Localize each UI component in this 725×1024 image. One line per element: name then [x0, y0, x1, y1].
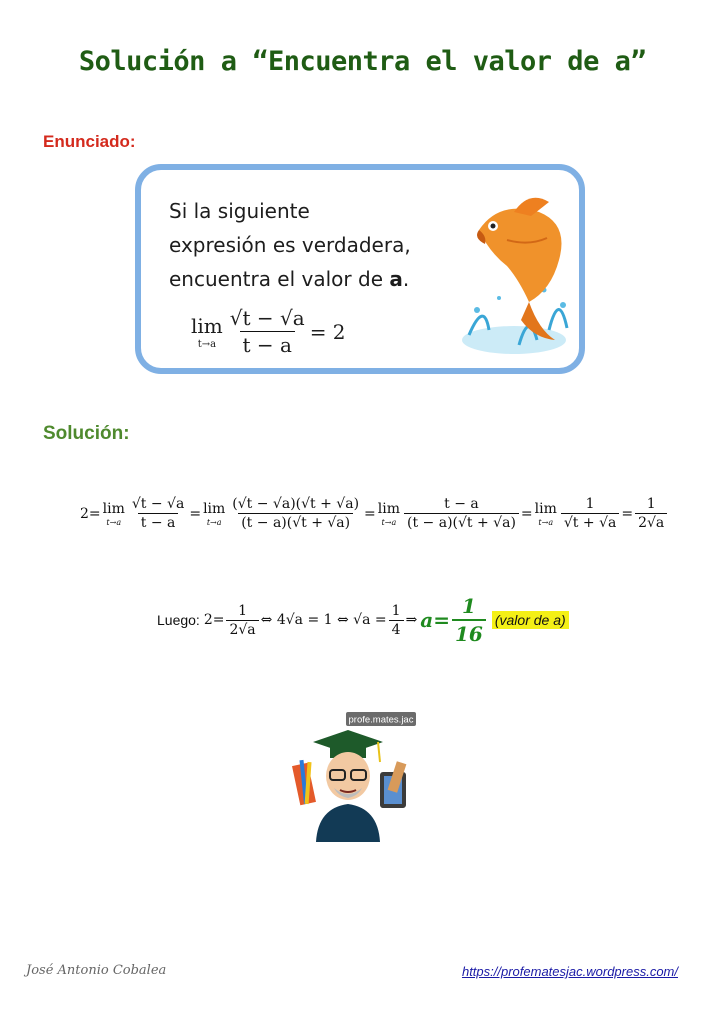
statement-box: [135, 164, 585, 374]
derivation-row: [80, 496, 669, 531]
statement-equals: = 2: [309, 319, 346, 344]
lim-text: lim: [191, 313, 223, 338]
statement-text: [169, 194, 411, 296]
luego-part-2: ⇔ 4√a = 1 ⇔ √a =: [260, 612, 387, 628]
limit-operator-1: [103, 501, 125, 527]
statement-line-3-suffix: .: [402, 267, 410, 291]
jumping-fish-image: [459, 190, 579, 362]
limit-operator-4: [535, 501, 557, 527]
fraction-denominator: t − a: [138, 513, 179, 531]
statement-line-3-prefix: encuentra el valor de: [169, 267, 390, 291]
footer-link[interactable]: https://profematesjac.wordpress.com/: [461, 964, 678, 979]
derivation-fraction-2: [229, 496, 362, 531]
lim-text: lim: [203, 500, 226, 517]
lim-text: lim: [377, 500, 401, 517]
luego-part-1: 2=: [203, 612, 225, 628]
limit-operator-3: [378, 501, 400, 527]
fraction-denominator: 16: [452, 619, 486, 646]
result-lhs: a=: [420, 608, 451, 632]
result-value: [420, 594, 488, 646]
statement-line-2: expresión es verdadera,: [169, 233, 411, 257]
luego-label: Luego:: [157, 612, 200, 628]
equals-sign: =: [364, 505, 376, 522]
limit-operator: [191, 314, 223, 350]
fraction-denominator: (t − a)(√t + √a): [238, 513, 353, 531]
lim-text: lim: [102, 500, 125, 517]
statement-variable: a: [389, 267, 403, 291]
limit-operator-2: [203, 501, 225, 527]
fraction-numerator: 1: [646, 496, 656, 512]
derivation-fraction-1: [129, 496, 187, 531]
fraction-denominator: 4: [389, 620, 404, 638]
lim-subscript: t→a: [538, 517, 554, 527]
fraction-numerator: (√t − √a)(√t + √a): [232, 496, 360, 512]
statement-formula: [189, 306, 346, 357]
luego-row: [157, 594, 569, 646]
derivation-fraction-5: [635, 496, 667, 531]
teacher-avatar-image: [288, 712, 418, 842]
equals-sign: =: [520, 505, 533, 522]
statement-line-3: [169, 262, 411, 296]
fraction-denominator: 2√a: [226, 620, 258, 638]
derivation-fraction-4: [561, 496, 619, 531]
lim-subscript: t→a: [206, 517, 222, 527]
solucion-heading: Solución:: [43, 423, 130, 444]
fraction-numerator: 1: [238, 602, 248, 619]
result-fraction: [452, 594, 486, 646]
fraction-denominator: (t − a)(√t + √a): [404, 513, 519, 531]
fraction-numerator: √t − √a: [229, 306, 305, 330]
derivation-fraction-3: [404, 496, 519, 531]
avatar-tag: profe.mates.jac: [348, 714, 414, 726]
statement-line-1: Si la siguiente: [169, 199, 310, 223]
fraction-numerator: t − a: [444, 496, 479, 512]
page-title: Solución a “Encuentra el valor de a”: [78, 46, 647, 77]
footer-author: José Antonio Cobalea: [26, 963, 167, 978]
statement-fraction: [227, 306, 308, 357]
equals-sign: =: [621, 505, 634, 522]
fraction-numerator: √t − √a: [131, 496, 185, 512]
lim-subscript: t→a: [197, 338, 217, 350]
fraction-denominator: t − a: [240, 331, 295, 357]
lim-subscript: t→a: [106, 517, 122, 527]
fraction-numerator: 1: [585, 496, 595, 512]
fraction-denominator: 2√a: [635, 513, 667, 531]
lim-text: lim: [534, 500, 557, 517]
implies-arrow: ⇒: [405, 612, 418, 628]
enunciado-heading: Enunciado:: [43, 132, 136, 151]
fraction-denominator: √t + √a: [561, 513, 619, 531]
result-note: (valor de a): [492, 611, 569, 629]
lim-subscript: t→a: [381, 517, 397, 527]
equals-sign: =: [189, 505, 202, 522]
luego-fraction-1: [226, 603, 258, 638]
derivation-lead: 2=: [80, 505, 101, 522]
fraction-numerator: 1: [461, 594, 476, 618]
fraction-numerator: 1: [391, 602, 401, 619]
luego-fraction-2: [389, 603, 404, 638]
